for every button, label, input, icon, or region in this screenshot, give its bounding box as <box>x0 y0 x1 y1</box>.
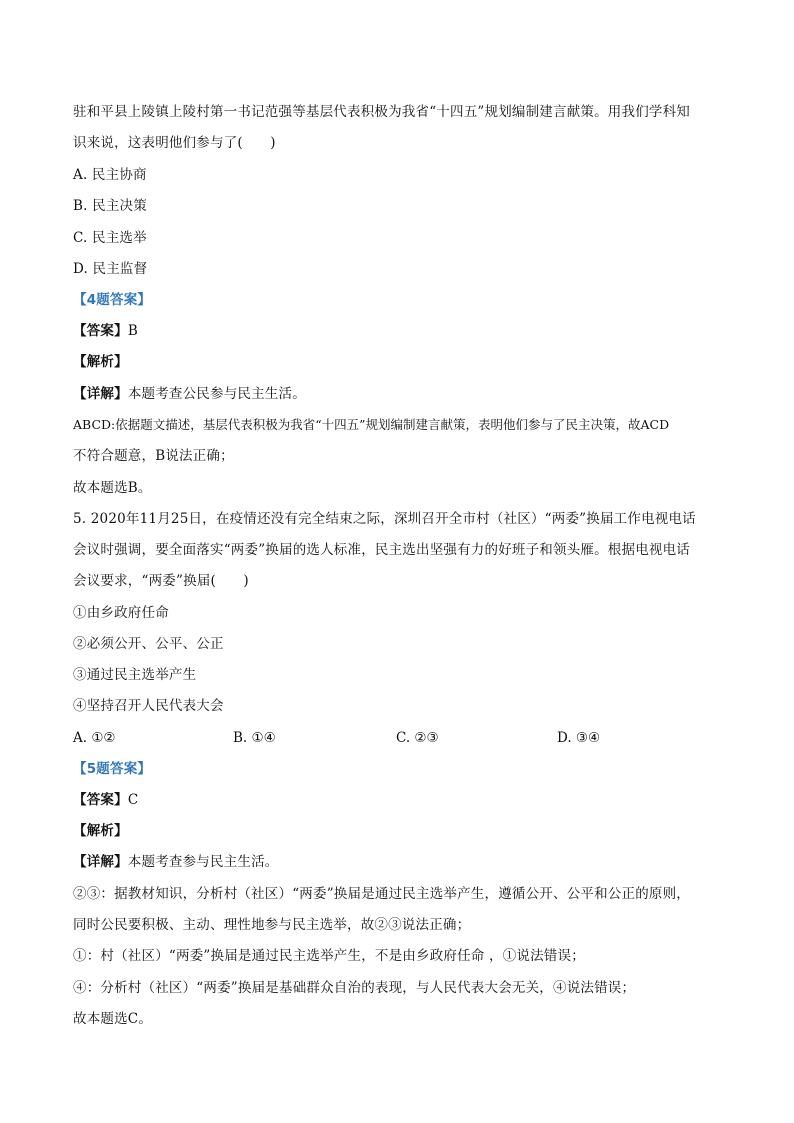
q5-statement-2: ②必须公开、公平、公正 <box>73 636 224 652</box>
q4-option-c: C. 民主选举 <box>73 230 147 246</box>
q5-detail-tag: 【详解】 <box>73 854 128 870</box>
q4-option-d: D. 民主监督 <box>73 261 148 277</box>
q5-detail-text: 本题考查参与民主生活。 <box>127 854 279 870</box>
q4-section-label: 【4题答案】 <box>73 292 152 308</box>
q5-section-label: 【5题答案】 <box>73 761 152 777</box>
q4-detail-text: 本题考查公民参与民主生活。 <box>127 386 306 402</box>
q5-statement-4: ④坚持召开人民代表大会 <box>73 698 224 714</box>
q4-explanation-line1: ABCD:依据题文描述，基层代表积极为我省“十四五”规划编制建言献策，表明他们参与了民主决策，故ACD <box>73 417 670 432</box>
q4-answer-value: B <box>127 323 138 339</box>
q4-stem-line2: 识来说，这表明他们参与了( ) <box>73 135 276 151</box>
q5-conclusion: 故本题选C。 <box>73 1011 153 1027</box>
q5-explanation-line1: ②③：据教材知识，分析村（社区）“两委”换届是通过民主选举产生，遵循公开、公平和公正的原则， <box>73 886 691 902</box>
q5-stem-line2: 会议时强调，要全面落实“两委”换届的选人标准，民主选出坚强有力的好班子和领头雁。根据电视电话 <box>73 542 691 558</box>
q4-answer <box>73 322 138 340</box>
q5-stem-line1: 5. 2020年11月25日，在疫情还没有完全结束之际，深圳召开全市村（社区）“两委”换届工作电视电话 <box>73 511 696 527</box>
q4-option-a: A. 民主协商 <box>73 167 147 183</box>
q5-explanation-line3: ①：村（社区）“两委”换届是通过民主选举产生，不是由乡政府任命 ，①说法错误； <box>73 948 585 964</box>
q4-option-b: B. 民主决策 <box>73 198 147 214</box>
q5-option-b: B. ①④ <box>233 730 276 746</box>
q5-statement-3: ③通过民主选举产生 <box>73 667 197 683</box>
q4-detail <box>73 385 306 403</box>
q5-analysis-tag: 【解析】 <box>73 823 128 839</box>
q4-explanation-line2: 不符合题意，B说法正确； <box>73 448 234 464</box>
q5-explanation-line2: 同时公民要积极、主动、理性地参与民主选举，故②③说法正确； <box>73 917 471 933</box>
q5-stem-line3: 会议要求，“两委”换届( ) <box>73 573 249 589</box>
q5-explanation-line4: ④：分析村（社区）“两委”换届是基础群众自治的表现，与人民代表大会无关，④说法错误； <box>73 980 636 996</box>
q5-answer-value: C <box>127 792 139 808</box>
q5-answer <box>73 791 138 809</box>
q4-answer-tag: 【答案】 <box>73 323 128 339</box>
q5-option-c: C. ②③ <box>396 730 439 746</box>
q5-detail <box>73 853 279 871</box>
q5-answer-tag: 【答案】 <box>73 792 128 808</box>
q5-option-d: D. ③④ <box>557 730 601 746</box>
q4-conclusion: 故本题选B。 <box>73 480 152 496</box>
q4-detail-tag: 【详解】 <box>73 386 128 402</box>
q5-statement-1: ①由乡政府任命 <box>73 605 169 621</box>
q4-stem-line1: 驻和平县上陵镇上陵村第一书记范强等基层代表积极为我省“十四五”规划编制建言献策。用我们学科知 <box>73 104 691 120</box>
q5-option-a: A. ①② <box>73 730 116 746</box>
q4-analysis-tag: 【解析】 <box>73 354 128 370</box>
